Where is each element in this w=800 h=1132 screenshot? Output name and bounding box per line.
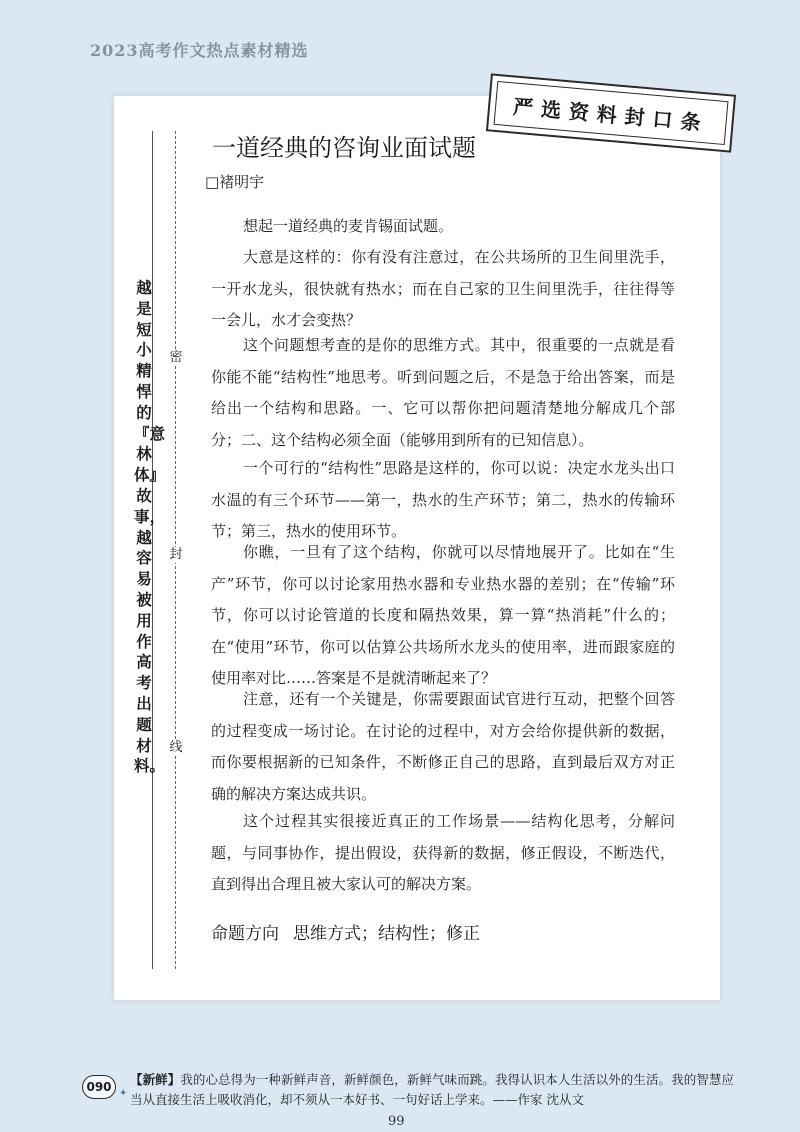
topic-label: 命题方向 <box>211 924 279 944</box>
topic-value: 思维方式；结构性；修正 <box>293 924 480 944</box>
footer-quote <box>130 1070 734 1110</box>
seal-label-mi: 密 <box>167 350 185 366</box>
paragraph-7: 这个过程其实很接近真正的工作场景——结构化思考，分解问题，与同事协作，提出假设，获得新的数据，修正假设，不断迭代，直到得出合理且被大家认可的解决方案。 <box>211 812 675 893</box>
bottom-folio: 99 <box>388 1114 405 1129</box>
topic-line <box>211 919 480 944</box>
paragraph-2: 大意是这样的：你有没有注意过，在公共场所的卫生间里洗手，一开水龙头，很快就有热水；而在自己家的卫生间里洗手，往往得等一会儿，水才会变热？ <box>211 248 675 329</box>
side-quote: 越是短小精悍的『意林体』故事，越容易被用作高考出题材料。 <box>134 278 166 776</box>
stamp-label: 严选资料封口条 <box>494 81 729 145</box>
page-number-badge: 090 <box>82 1075 116 1099</box>
footer-quote-tag: 【新鲜】 <box>130 1072 181 1087</box>
top-banner: 2023高考作文热点素材精选 <box>90 41 309 60</box>
article-title: 一道经典的咨询业面试题 <box>212 134 476 162</box>
footer-quote-text: 我的心总得为一种新鲜声音，新鲜颜色，新鲜气味而跳。我得认识本人生活以外的生活。我的智慧应当从直接生活上吸收消化，却不须从一本好书、一句好话上学来。——作家 沈从文 <box>130 1072 734 1107</box>
paragraph-5: 你瞧，一旦有了这个结构，你就可以尽情地展开了。比如在“生产”环节，你可以讨论家用热水器和专业热水器的差别；在“传输”环节，你可以讨论管道的长度和隔热效果，算一算“热消耗”什么的；在“使用”环节，你可以估算公共场所水龙头的使用率，进而跟家庭的使用率对比……答案是不是就清晰起来了？ <box>211 543 675 687</box>
paragraph-4: 一个可行的“结构性”思路是这样的，你可以说：决定水龙头出口水温的有三个环节——第一，热水的生产环节；第二，热水的传输环节；第三，热水的使用环节。 <box>211 459 675 540</box>
paragraph-3: 这个问题想考查的是你的思维方式。其中，很重要的一点就是看你能不能“结构性”地思考。听到问题之后，不是急于给出答案，而是给出一个结构和思路。一、它可以帮你把问题清楚地分解成几个部分；二、这个结构必须全面（能够用到所有的已知信息）。 <box>211 336 675 449</box>
paragraph-1: 想起一道经典的麦肯锡面试题。 <box>243 217 454 235</box>
seal-label-feng: 封 <box>167 547 185 563</box>
article-author: □褚明宇 <box>205 173 265 191</box>
seal-label-xian: 线 <box>167 740 185 756</box>
sparkle-icon: ✦ <box>119 1088 128 1099</box>
paragraph-6: 注意，还有一个关键是，你需要跟面试官进行互动，把整个回答的过程变成一场讨论。在讨论的过程中，对方会给你提供新的数据，而你要根据新的已知条件，不断修正自己的思路，直到最后双方对正确的解决方案达成共识。 <box>211 690 675 803</box>
